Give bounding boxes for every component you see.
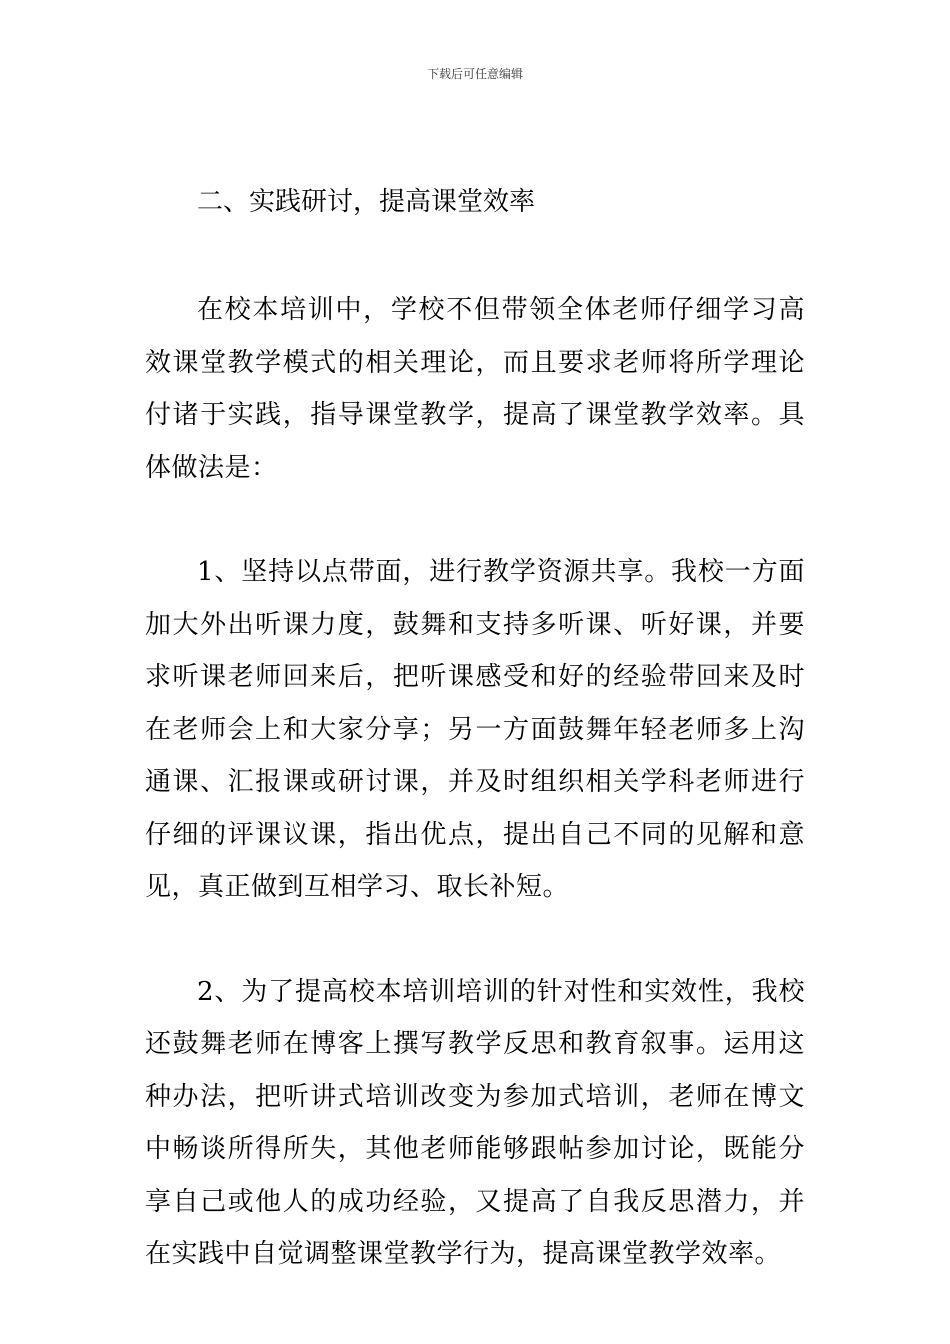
section-heading: 二、实践研讨，提高课堂效率 — [197, 187, 536, 217]
page-header-note: 下载后可任意编辑 — [426, 67, 523, 81]
document-body — [145, 176, 805, 1281]
paragraph-item-2: 2、为了提高校本培训培训的针对性和实效性，我校还鼓舞老师在博客上撰写教学反思和教育叙事。运用这种办法，把听讲式培训改变为参加式培训，老师在博文中畅谈所得所失，其他老师能够跟帖参加讨论，既能分享自己或他人的成功经验，又提高了自我反思潜力，并在实践中自觉调整课堂教学行为，提高课堂教学效率。 — [145, 976, 805, 1269]
paragraph-intro: 在校本培训中，学校不但带领全体老师仔细学习高效课堂教学模式的相关理论，而且要求老师将所学理论付诸于实践，指导课堂教学，提高了课堂教学效率。具体做法是： — [145, 295, 805, 483]
spacer — [145, 914, 805, 966]
spacer — [145, 228, 805, 284]
paragraph-item-1: 1、坚持以点带面，进行教学资源共享。我校一方面加大外出听课力度，鼓舞和支持多听课、听好课，并要求听课老师回来后，把听课感受和好的经验带回来及时在老师会上和大家分享；另一方面鼓舞年轻老师多上沟通课、汇报课或研讨课，并及时组织相关学科老师进行仔细的评课议课，指出优点，提出自己不同的见解和意见，真正做到互相学习、取长补短。 — [145, 557, 805, 902]
spacer — [145, 494, 805, 546]
